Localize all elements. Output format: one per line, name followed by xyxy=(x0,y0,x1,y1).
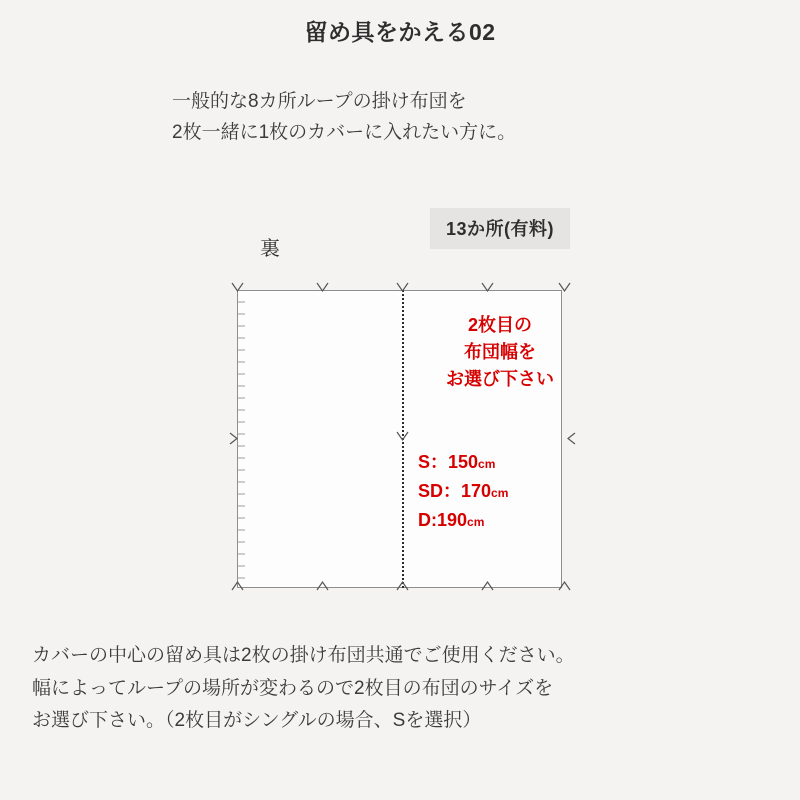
size-option-sd-label: SD：170 xyxy=(418,481,492,502)
left-edge-stitching xyxy=(238,296,246,582)
note-line-2: 布団幅を xyxy=(464,342,536,362)
size-selection-note xyxy=(420,312,580,393)
note-line-1: 2枚目の xyxy=(467,315,532,335)
status-badge: 13か所(有料) xyxy=(430,208,570,249)
size-option-s xyxy=(418,448,588,477)
size-option-d xyxy=(418,506,588,535)
intro-line-1: 一般的な8カ所ループの掛け布団を xyxy=(172,91,467,112)
intro-line-2: 2枚一緒に1枚のカバーに入れたい方に。 xyxy=(172,122,517,144)
footer-text xyxy=(32,640,575,738)
loop-mark-top-4 xyxy=(481,281,494,294)
footer-line-3: お選び下さい。（2枚目がシングルの場合、Sを選択） xyxy=(32,710,482,732)
loop-mark-top-2 xyxy=(316,281,329,294)
loop-mark-bottom-4 xyxy=(481,579,494,592)
size-option-sd xyxy=(418,477,588,506)
loop-mark-bottom-3 xyxy=(396,579,409,592)
note-line-3: お選び下さい xyxy=(446,369,554,389)
loop-mark-bottom-2 xyxy=(316,579,329,592)
loop-mark-top-5 xyxy=(558,281,571,294)
size-list xyxy=(418,448,588,535)
size-option-d-unit: cm xyxy=(467,515,485,530)
size-option-s-label: S：150 xyxy=(418,452,479,472)
size-option-sd-unit: cm xyxy=(491,486,509,501)
loop-mark-top-3 xyxy=(396,281,409,294)
loop-mark-bottom-5 xyxy=(558,579,571,592)
page-title: 留め具をかえる02 xyxy=(304,19,496,45)
back-side-label: 裏 xyxy=(260,238,280,260)
footer-line-2: 幅によってループの場所が変わるので2枚目の布団のサイズを xyxy=(32,677,554,699)
intro-text xyxy=(172,86,516,149)
loop-mark-center-middle xyxy=(396,430,409,443)
footer-line-1: カバーの中心の留め具は2枚の掛け布団共通でご使用ください。 xyxy=(32,645,575,666)
loop-mark-top-1 xyxy=(231,281,244,294)
loop-mark-right-middle xyxy=(565,432,578,445)
size-option-d-label: D:190 xyxy=(418,510,468,531)
size-option-s-unit: cm xyxy=(478,457,496,471)
